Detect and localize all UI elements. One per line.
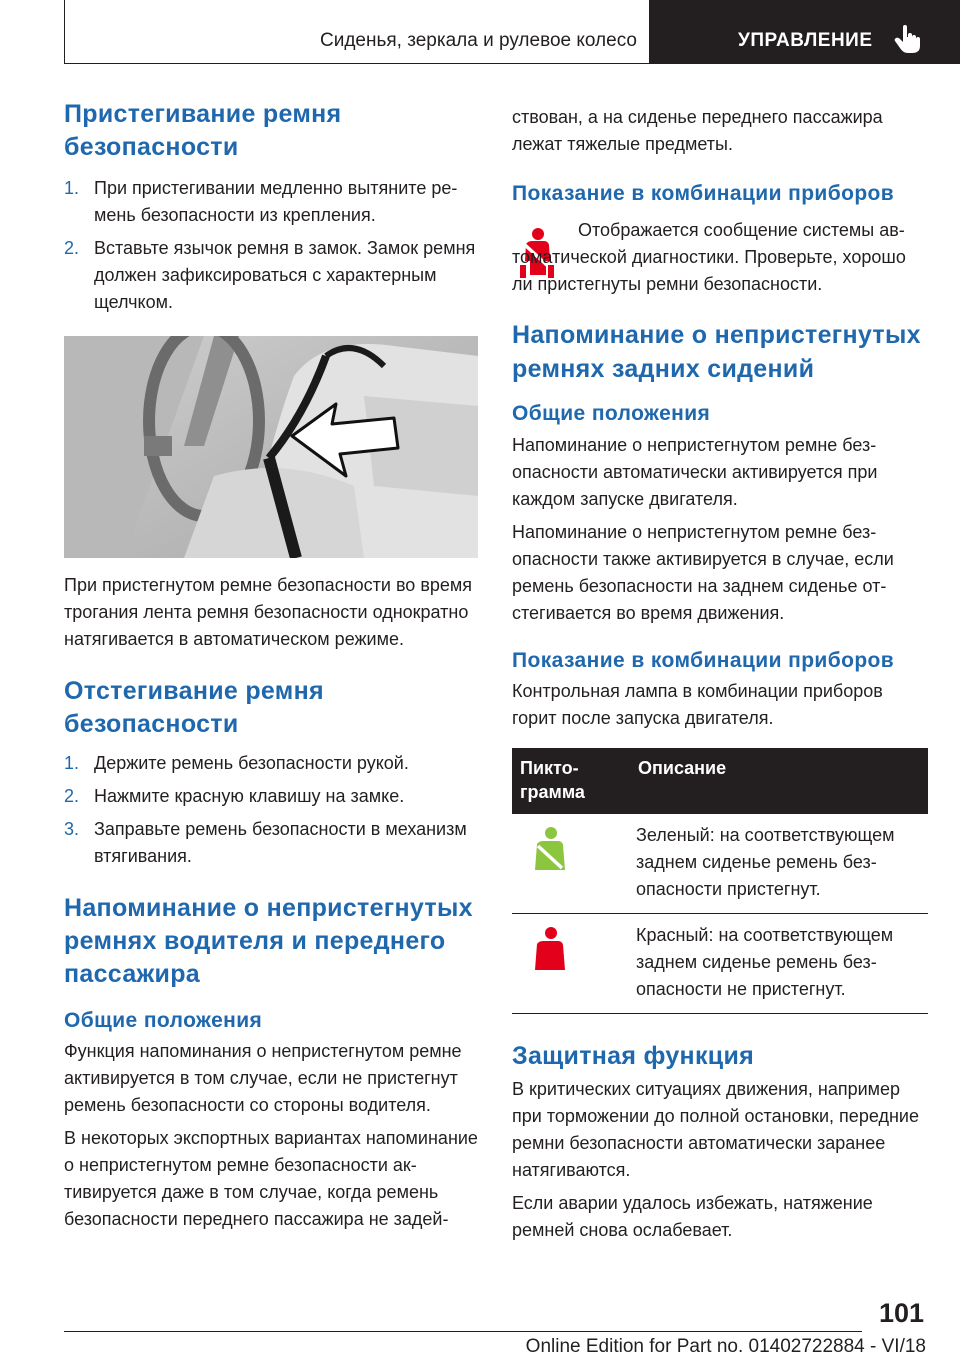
seat-belt-fastened-green-icon bbox=[530, 826, 570, 876]
fasten-steps bbox=[64, 175, 478, 316]
indicator-text: Отображается сообщение системы автоматической диагностики. Проверьте, хорошо ли пристегнуты ремни безопасности. bbox=[512, 220, 906, 295]
subheading-general: Общие положения bbox=[64, 1009, 263, 1032]
paragraph: Если аварии удалось избежать, натяжение ремней снова ослабевает. bbox=[512, 1193, 873, 1241]
table-row bbox=[512, 814, 928, 914]
table-header-pictogram: Пиктограмма bbox=[512, 748, 630, 814]
heading-cluster-display: Показание в комбинации приборов bbox=[512, 182, 895, 205]
table-row bbox=[512, 913, 928, 1013]
footer-divider bbox=[64, 1331, 862, 1332]
indicator-block bbox=[512, 217, 928, 298]
photo-caption: При пристегнутом ремне безопасности во время трогания лента ремня безопасности однократно натягивается в автоматическом режиме. bbox=[64, 575, 473, 649]
subheading-general: Общие положения bbox=[512, 402, 711, 426]
hand-pointer-icon bbox=[894, 24, 920, 54]
footer-edition: Online Edition for Part no. 01402722884 - VI/18 bbox=[525, 1336, 926, 1357]
table-cell: Зеленый: на соответствующем заднем сиденье ремень безопасности пристегнут. bbox=[630, 814, 928, 914]
paragraph: Контрольная лампа в комбинации приборов горит после запуска двигателя. bbox=[512, 680, 883, 728]
pictogram-table bbox=[512, 748, 928, 1014]
heading-unfasten-belt: Отстегивание ремня безопасности bbox=[64, 677, 324, 738]
seat-belt-buckle-photo bbox=[64, 336, 478, 558]
seat-belt-unfastened-red-icon bbox=[530, 926, 570, 976]
list-item: 3. Заправьте ремень безопасности в механизм втягивания. bbox=[64, 819, 467, 866]
heading-protect-function: Защитная функция bbox=[512, 1041, 754, 1070]
paragraph: ствован, а на сиденье переднего пассажира лежат тяжелые предметы. bbox=[512, 107, 883, 154]
list-item: 1. При пристегивании медленно вытяните ремень безопасности из крепления. bbox=[64, 178, 458, 225]
paragraph: Напоминание о непристегнутом ремне безопасности автоматически активируется при каждом запуске двигателя. bbox=[512, 434, 878, 509]
paragraph: В критических ситуациях движения, например при торможении до полной остановки, передние ремни безопасности автоматически заранее натягиваются. bbox=[512, 1079, 919, 1181]
paragraph: В некоторых экспортных вариантах напоминание о непристегнутом ремне безопасности активируется даже в том случае, когда ремень безопасности переднего пассажира не задей- bbox=[64, 1128, 478, 1230]
list-item: 2. Нажмите красную клавишу на замке. bbox=[64, 786, 405, 806]
left-column bbox=[64, 98, 478, 1233]
paragraph: Функция напоминания о непристегнутом ремне активируется в том случае, если не пристегнут ремень безопасности со стороны водителя. bbox=[64, 1041, 462, 1116]
list-item: 2. Вставьте язычок ремня в замок. Замок ремня должен зафиксироваться с характерным щелчком. bbox=[64, 238, 476, 312]
chapter-title: УПРАВЛЕНИЕ bbox=[738, 30, 873, 51]
heading-rear-reminder: Напоминание о непристегнутых ремнях задних сидений bbox=[512, 321, 921, 384]
page-number: 101 bbox=[878, 1298, 924, 1328]
table-header-description: Описание bbox=[630, 748, 928, 814]
unfasten-steps bbox=[64, 750, 478, 870]
heading-fasten-belt: Пристегивание ремня безопасности bbox=[64, 100, 342, 161]
heading-cluster-display-rear: Показание в комбинации приборов bbox=[512, 648, 895, 672]
paragraph: Напоминание о непристегнутом ремне безопасности также активируется в случае, если ремень безопасности на заднем сиденье отстегивается во время движения. bbox=[512, 521, 894, 623]
table-cell: Красный: на соответствующем заднем сиденье ремень безопасности не пристегнут. bbox=[630, 913, 928, 1013]
right-column bbox=[512, 104, 928, 1244]
heading-front-reminder: Напоминание о непристегнутых ремнях водителя и переднего пассажира bbox=[64, 894, 473, 988]
header-chapter-tab bbox=[650, 0, 960, 64]
section-title: Сиденья, зеркала и рулевое колесо bbox=[320, 30, 637, 51]
list-item: 1. Держите ремень безопасности рукой. bbox=[64, 753, 409, 773]
header-section-tab bbox=[64, 0, 650, 64]
